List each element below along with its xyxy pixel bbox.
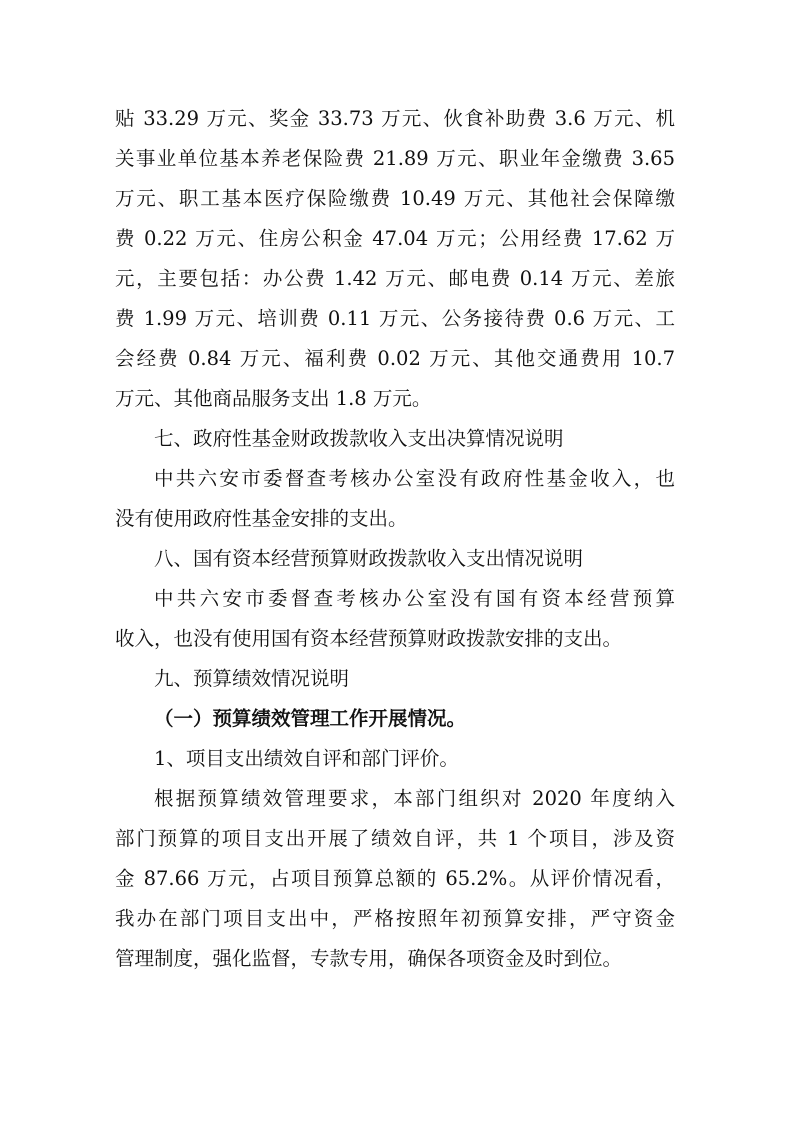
section-paragraph-line: 中共六安市委督查考核办公室没有政府性基金收入，也 xyxy=(154,467,675,490)
continued-paragraph-line: 费 0.22 万元、住房公积金 47.04 万元；公用经费 17.62 万 xyxy=(115,227,675,250)
subsection-heading: （一）预算绩效管理工作开展情况。 xyxy=(154,707,467,730)
section-heading-state-capital: 八、国有资本经营预算财政拨款收入支出情况说明 xyxy=(154,547,584,570)
continued-paragraph-line: 会经费 0.84 万元、福利费 0.02 万元、其他交通费用 10.7 xyxy=(115,347,675,370)
item-paragraph-line: 部门预算的项目支出开展了绩效自评，共 1 个项目，涉及资 xyxy=(115,827,675,850)
section-paragraph-line: 中共六安市委督查考核办公室没有国有资本经营预算 xyxy=(154,587,675,610)
section-paragraph-line: 收入，也没有使用国有资本经营预算财政拨款安排的支出。 xyxy=(115,627,623,650)
continued-paragraph-line: 元，主要包括：办公费 1.42 万元、邮电费 0.14 万元、差旅 xyxy=(115,267,675,290)
item-paragraph-line: 金 87.66 万元，占项目预算总额的 65.2%。从评价情况看， xyxy=(115,867,675,890)
section-paragraph-line: 没有使用政府性基金安排的支出。 xyxy=(115,507,408,530)
continued-paragraph-line: 贴 33.29 万元、奖金 33.73 万元、伙食补助费 3.6 万元、机 xyxy=(115,107,675,130)
continued-paragraph-line: 万元、其他商品服务支出 1.8 万元。 xyxy=(115,387,432,410)
item-paragraph-line: 根据预算绩效管理要求，本部门组织对 2020 年度纳入 xyxy=(154,787,675,810)
section-heading-government-fund: 七、政府性基金财政拨款收入支出决算情况说明 xyxy=(154,427,564,450)
section-heading-performance: 九、预算绩效情况说明 xyxy=(154,667,350,690)
item-paragraph-line: 管理制度，强化监督，专款专用，确保各项资金及时到位。 xyxy=(115,947,623,970)
document-body xyxy=(115,99,675,979)
item-heading: 1、项目支出绩效自评和部门评价。 xyxy=(154,747,459,770)
continued-paragraph-line: 关事业单位基本养老保险费 21.89 万元、职业年金缴费 3.65 xyxy=(115,147,675,170)
item-paragraph-line: 我办在部门项目支出中，严格按照年初预算安排，严守资金 xyxy=(115,907,675,930)
continued-paragraph-line: 费 1.99 万元、培训费 0.11 万元、公务接待费 0.6 万元、工 xyxy=(115,307,675,330)
continued-paragraph-line: 万元、职工基本医疗保险缴费 10.49 万元、其他社会保障缴 xyxy=(115,187,675,210)
